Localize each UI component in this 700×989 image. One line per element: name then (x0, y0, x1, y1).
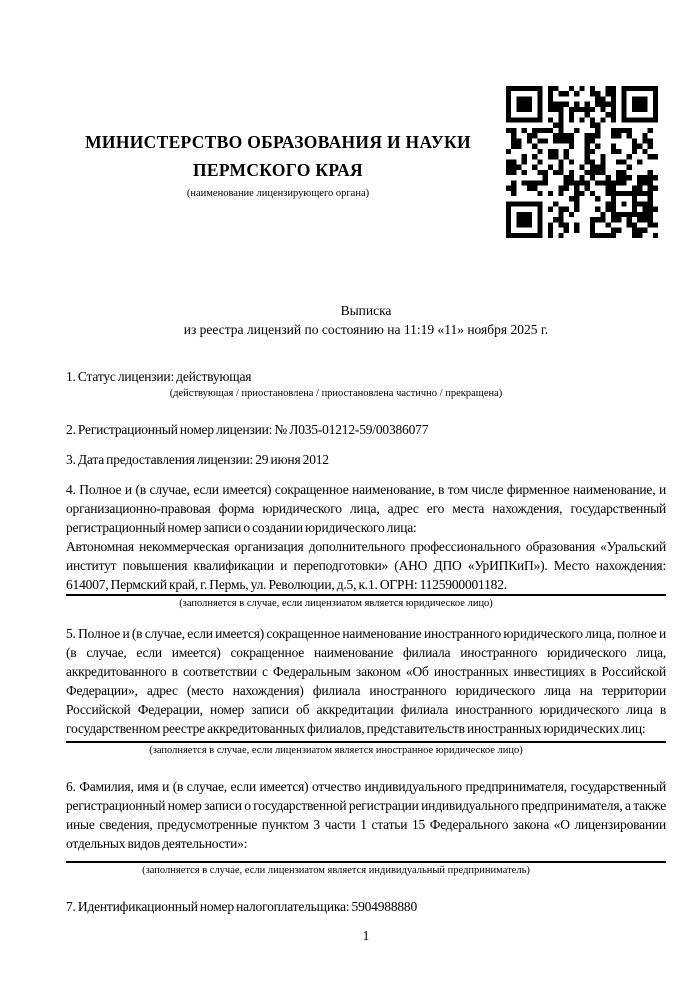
ministry-name-line2: ПЕРМСКОГО КРАЯ (193, 160, 363, 180)
item-4-label: 4. Полное и (в случае, если имеется) сокращенное наименование, в том числе фирменное наименование, и организационно-правовая форма юридического лица, адрес его места нахождения, государственный регистрационный номер записи о создании юридического лица: (66, 482, 666, 535)
item-1-caption: (действующая / приостановлена / приостановлена частично / прекращена) (169, 388, 503, 399)
item-6-label: 6. Фамилия, имя и (в случае, если имеется) отчество индивидуального предпринимателя, государственный регистрационный номер записи о государственной регистрации индивидуального предпринимателя, а также иные сведения, предусмотренные пунктом 3 части 1 статьи 15 Федерального закона «О лицензировании отдельных видов деятельности»: (66, 779, 666, 851)
item-5-rule-caption: (заполняется в случае, если лицензиатом является иностранное юридическое лицо) (149, 745, 523, 756)
document-title-line1: Выписка (340, 303, 392, 318)
item-4-value: Автономная некоммерческая организация дополнительного профессионального образования «Уральский институт повышения квалификации и переподготовки» (АНО ДПО «УрИПКиП»). Место нахождения: 614007, Пермский край, г. Пермь, ул. Революции, д.5, к.1. ОГРН: 1125900001182. (66, 539, 666, 592)
page-number: 1 (362, 928, 370, 943)
item-1-license-status: 1. Статус лицензии: действующая (66, 369, 252, 384)
item-4-rule-caption: (заполняется в случае, если лицензиатом является юридическое лицо) (179, 598, 493, 609)
qr-code-icon (506, 86, 658, 238)
item-5-label: 5. Полное и (в случае, если имеется) сокращенное наименование иностранного юридического лица, полное и (в случае, если имеется) сокращенное наименование филиала иностранного юридического лица, аккредитованного в соответствии с Федеральным законом «Об иностранных инвестициях в Российской Федерации», адрес (место нахождения) филиала иностранного юридического лица на территории Российской Федерации, номер записи об аккредитации филиала иностранного юридического лица в государственном реестре аккредитованных филиалов, представительств иностранных юридических лиц: (66, 626, 666, 736)
document-title-line2: из реестра лицензий по состоянию на 11:19 «11» ноября 2025 г. (183, 322, 549, 337)
licensing-authority-header (66, 128, 490, 201)
item-2-registration-number: 2. Регистрационный номер лицензии: № Л035-01212-59/00386077 (66, 422, 429, 437)
document-body (66, 367, 666, 916)
ministry-caption: (наименование лицензирующего органа) (186, 188, 370, 199)
ministry-name-line1: МИНИСТЕРСТВО ОБРАЗОВАНИЯ И НАУКИ (85, 132, 471, 152)
item-3-license-date: 3. Дата предоставления лицензии: 29 июня 2012 (66, 452, 329, 467)
item-7-taxpayer-number: 7. Идентификационный номер налогоплательщика: 5904988880 (66, 899, 418, 914)
item-6-rule-caption: (заполняется в случае, если лицензиатом является индивидуальный предприниматель) (142, 865, 530, 876)
document-title (66, 301, 666, 339)
